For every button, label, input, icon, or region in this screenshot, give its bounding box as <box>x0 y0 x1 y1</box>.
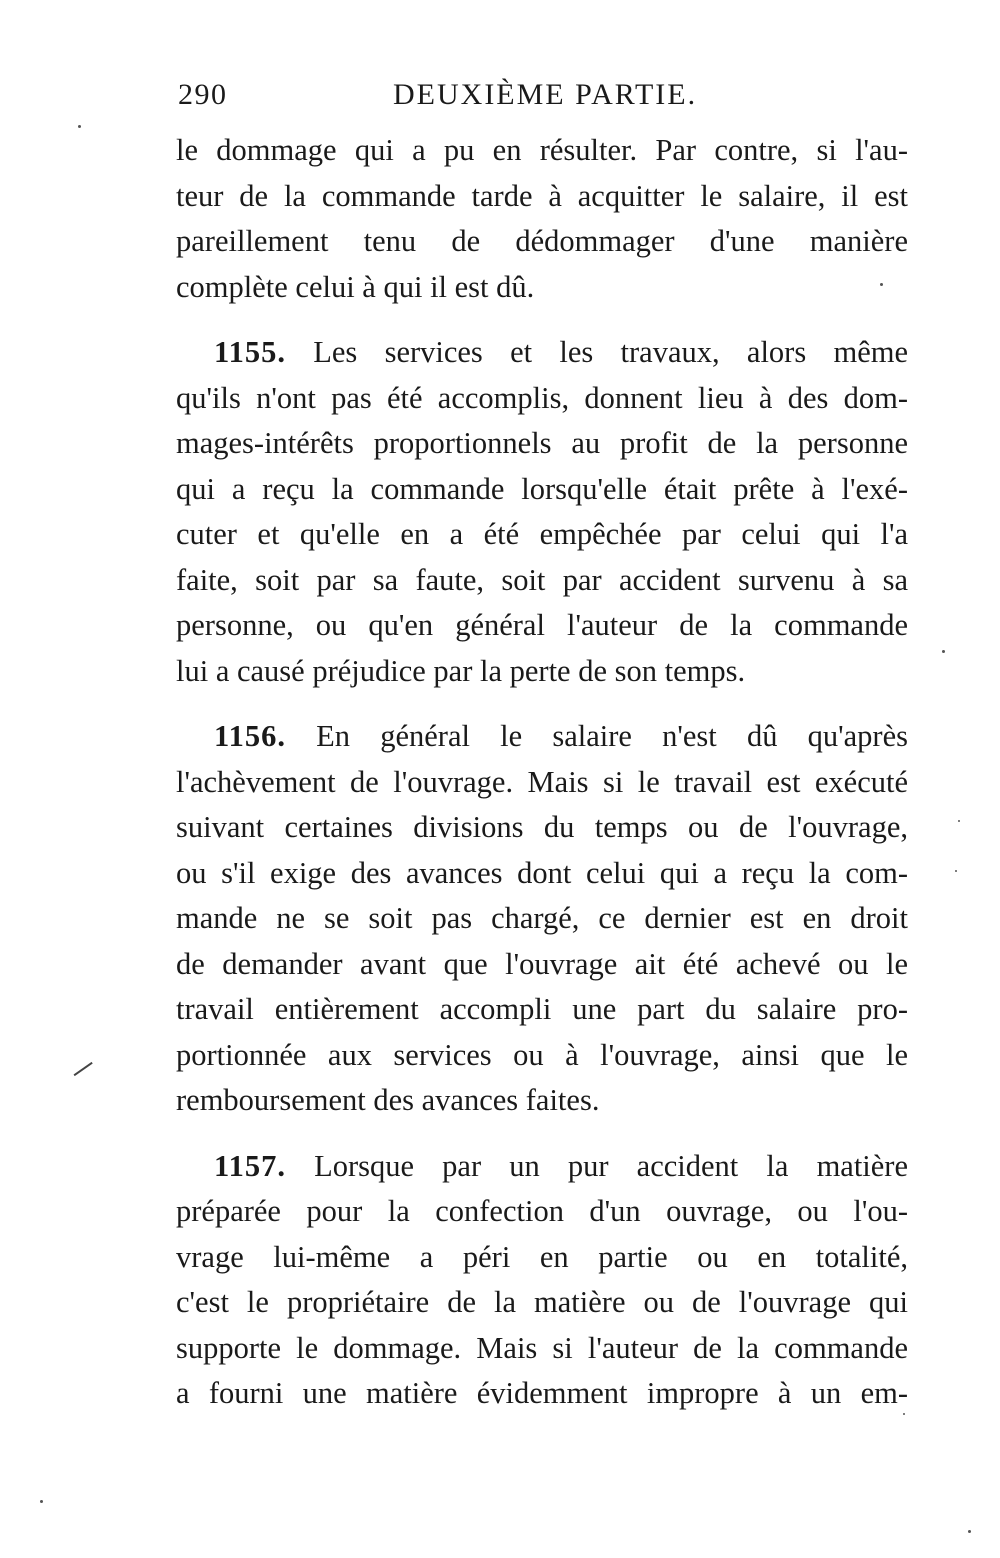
text-line-content: Lorsque par un pur accident la matière <box>314 1148 909 1183</box>
text-line: mages-intérêts proportionnels au profit de la personne <box>176 426 908 460</box>
text-line: c'est le propriétaire de la matière ou de l'ouvrage qui <box>176 1285 908 1319</box>
text-line: vrage lui-même a péri en partie ou en totalité, <box>176 1239 908 1274</box>
article-1157 <box>176 1144 908 1417</box>
text-line: teur de la commande tarde à acquitter le salaire, il est <box>176 178 908 213</box>
paragraph-continuation <box>176 128 908 310</box>
text-line: portionnée aux services ou à l'ouvrage, ainsi que le <box>176 1037 908 1072</box>
text-line-content: Les services et les travaux, alors même <box>313 335 909 369</box>
page-number: 290 <box>178 78 228 111</box>
scan-speck <box>958 820 960 822</box>
article-1155 <box>176 330 908 694</box>
text-line: travail entièrement accompli une part du salaire pro- <box>176 992 908 1026</box>
text-line: a fourni une matière évidemment impropre à un em- <box>176 1376 908 1410</box>
text-line: préparée pour la confection d'un ouvrage, ou l'ou- <box>176 1194 908 1228</box>
article-number: 1157. <box>214 1148 286 1183</box>
text-line: pareillement tenu de dédommager d'une manière <box>176 224 908 258</box>
text-line-content: En général le salaire n'est dû qu'après <box>316 719 909 753</box>
scan-speck <box>968 1530 971 1533</box>
text-line: qui a reçu la commande lorsqu'elle était prête à l'exé- <box>176 471 908 506</box>
text-line: ou s'il exige des avances dont celui qui a reçu la com- <box>176 855 908 890</box>
text-line <box>176 330 908 376</box>
text-line: supporte le dommage. Mais si l'auteur de la commande <box>176 1330 908 1365</box>
text-line: de demander avant que l'ouvrage ait été achevé ou le <box>176 946 908 981</box>
scan-speck <box>78 125 81 128</box>
text-line: l'achèvement de l'ouvrage. Mais si le travail est exécuté <box>176 764 908 799</box>
scan-speck <box>880 283 883 286</box>
page-header <box>178 78 908 118</box>
text-line <box>176 1144 908 1190</box>
scan-speck <box>903 1413 905 1415</box>
text-line: qu'ils n'ont pas été accomplis, donnent lieu à des dom- <box>176 380 908 415</box>
article-number: 1155. <box>214 335 286 369</box>
text-line <box>176 714 908 760</box>
text-line: cuter et qu'elle en a été empêchée par celui qui l'a <box>176 517 908 551</box>
body-text <box>176 128 908 1437</box>
scan-speck <box>40 1500 43 1503</box>
scan-scratch <box>74 1062 93 1076</box>
text-line: complète celui à qui il est dû. <box>176 269 535 304</box>
text-line: mande ne se soit pas chargé, ce dernier est en droit <box>176 901 908 935</box>
running-head: DEUXIÈME PARTIE. <box>393 78 698 111</box>
text-line: le dommage qui a pu en résulter. Par contre, si l'au- <box>176 133 908 167</box>
text-line: personne, ou qu'en général l'auteur de la commande <box>176 608 908 642</box>
text-line: remboursement des avances faites. <box>176 1083 600 1117</box>
text-line: faite, soit par sa faute, soit par accident survenu à sa <box>176 562 908 597</box>
text-line: suivant certaines divisions du temps ou de l'ouvrage, <box>176 810 908 844</box>
text-line: lui a causé préjudice par la perte de son temps. <box>176 653 746 688</box>
article-number: 1156. <box>214 719 286 753</box>
scan-speck <box>942 650 945 653</box>
scan-speck <box>955 870 957 872</box>
article-1156 <box>176 714 908 1124</box>
